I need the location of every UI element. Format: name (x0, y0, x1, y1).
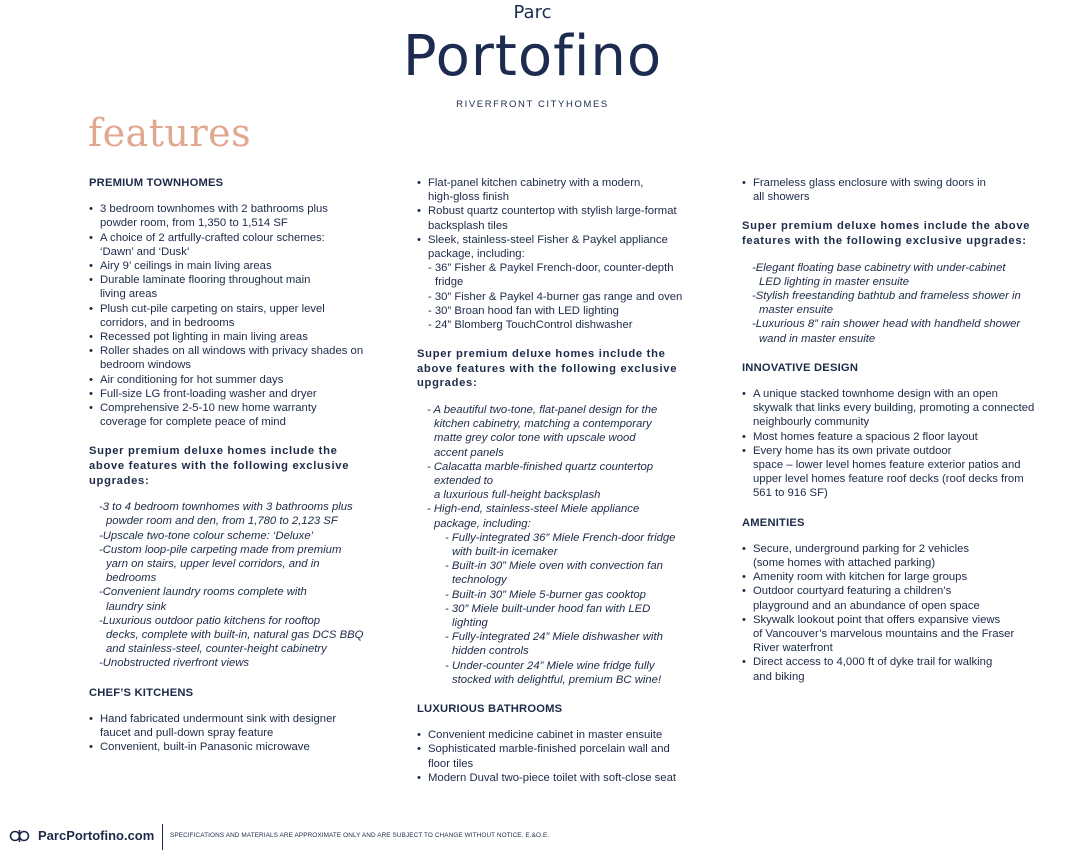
list-item (428, 290, 717, 304)
text-line: upper level homes feature roof decks (roof decks from (753, 473, 1024, 486)
text-line: matte grey color tone with upscale wood (434, 432, 636, 445)
list-item (417, 233, 717, 261)
list-item (742, 542, 1065, 570)
list-item (427, 588, 717, 602)
text-line: ‘Dawn’ and ‘Dusk’ (100, 245, 190, 258)
column-2 (417, 176, 717, 785)
text-line: master ensuite (759, 304, 834, 317)
brand-header (0, 0, 1065, 115)
text-line: with built-in icemaker (452, 546, 558, 559)
kitchen-features-list (417, 176, 717, 261)
chefs-kitchens-list (89, 712, 389, 755)
text-line: - Fully-integrated 36” Miele French-door fridge (445, 531, 676, 544)
text-line: -Unobstructed riverfront views (99, 657, 250, 670)
list-item (99, 543, 389, 586)
pp-monogram-icon (8, 828, 34, 847)
list-item (89, 387, 389, 401)
amenities-list (742, 542, 1065, 684)
brand-portofino: Portofino (402, 24, 663, 89)
list-item (99, 656, 389, 670)
list-item (89, 259, 389, 273)
text-line: - Calacatta marble-finished quartz countertop (427, 460, 654, 473)
section-title-chefs-kitchens: CHEF’S KITCHENS (89, 686, 194, 699)
list-item (427, 559, 717, 587)
text-line: playground and an abundance of open space (753, 599, 980, 612)
premium-upgrades-list-1 (89, 500, 389, 670)
text-line: -3 to 4 bedroom townhomes with 3 bathrooms plus (99, 501, 353, 514)
text-line: hidden controls (452, 645, 529, 658)
text-line: LED lighting in master ensuite (759, 275, 910, 288)
text-line: • Full-size LG front-loading washer and dryer (100, 387, 317, 400)
list-item (742, 613, 1065, 656)
text-line: features with the following exclusive upgrades: (742, 235, 1027, 247)
text-line: • Amenity room with kitchen for large groups (753, 571, 968, 584)
text-line: • Airy 9’ ceilings in main living areas (100, 260, 272, 273)
list-item (89, 273, 389, 301)
list-item (89, 373, 389, 387)
text-line: Super premium deluxe homes include the above (742, 220, 1031, 233)
text-line: -Upscale two-tone colour scheme: ‘Deluxe’ (99, 529, 314, 542)
list-item (427, 531, 717, 559)
list-item (427, 659, 717, 687)
text-line: technology (452, 574, 507, 587)
list-item (89, 401, 389, 429)
text-line: extended to (434, 475, 494, 488)
text-line: • Air conditioning for hot summer days (100, 373, 284, 386)
footer-divider (162, 824, 163, 850)
list-item (89, 712, 389, 740)
text-line: space – lower level homes feature exterior patios and (753, 459, 1021, 472)
shower-features-list (742, 176, 1065, 204)
text-line: - 30” Broan hood fan with LED lighting (428, 304, 619, 317)
text-line: -Elegant floating base cabinetry with under-cabinet (752, 261, 1006, 274)
text-line: floor tiles (428, 757, 474, 770)
column-1 (89, 176, 389, 754)
list-item (99, 500, 389, 528)
list-item (89, 231, 389, 259)
text-line: - 30” Fisher & Paykel 4-burner gas range and oven (428, 290, 683, 303)
text-line: • A choice of 2 artfully-crafted colour schemes: (100, 231, 325, 244)
page-title: features (88, 111, 252, 155)
list-item (742, 387, 1065, 430)
section-title-premium-townhomes: PREMIUM TOWNHOMES (89, 177, 224, 189)
text-line: Super premium deluxe homes include the (417, 348, 666, 361)
text-line: • Recessed pot lighting in main living areas (100, 331, 308, 344)
text-line: upgrades: (417, 377, 478, 390)
premium-upgrades-title-2 (417, 347, 717, 391)
list-item (427, 502, 717, 530)
text-line: • A unique stacked townhome design with an open (753, 388, 998, 401)
list-item (742, 570, 1065, 584)
text-line: stocked with delightful, premium BC wine! (452, 673, 662, 686)
text-line: above features with the following exclusive (89, 460, 350, 473)
list-item (417, 728, 717, 742)
list-item (99, 529, 389, 543)
text-line: decks, complete with built-in, natural gas DCS BBQ (106, 629, 364, 642)
text-line: -Convenient laundry rooms complete with (99, 586, 307, 599)
text-line: (some homes with attached parking) (753, 557, 936, 570)
text-line: package, including: (434, 517, 531, 530)
text-line: powder room, from 1,350 to 1,514 SF (100, 217, 288, 230)
list-item (427, 630, 717, 658)
text-line: • Direct access to 4,000 ft of dyke trail for walking (753, 656, 993, 669)
list-item (428, 261, 717, 289)
text-line: corridors, and in bedrooms (100, 316, 235, 329)
text-line: and stainless-steel, counter-height cabinetry (106, 643, 327, 656)
premium-upgrades-list-3 (742, 261, 1065, 346)
text-line: 561 to 916 SF) (753, 487, 828, 500)
text-line: fridge (435, 276, 464, 289)
innovative-design-list (742, 387, 1065, 501)
website-link[interactable]: ParcPortofino.com (38, 828, 155, 843)
premium-upgrades-list-2 (417, 403, 717, 531)
text-line: kitchen cabinetry, matching a contemporary (434, 418, 652, 431)
text-line: powder room and den, from 1,780 to 2,123 SF (106, 515, 338, 528)
list-item (742, 655, 1065, 683)
text-line: • 3 bedroom townhomes with 2 bathrooms plus (100, 203, 328, 216)
list-item (752, 317, 1065, 345)
text-line: - Built-in 30” Miele oven with convection fan (445, 560, 663, 573)
text-line: wand in master ensuite (759, 332, 876, 345)
text-line: upgrades: (89, 474, 150, 487)
list-item (427, 602, 717, 630)
text-line: - Built-in 30” Miele 5-burner gas cooktop (445, 588, 646, 601)
list-item (428, 318, 717, 332)
text-line: backsplash tiles (428, 219, 508, 232)
luxurious-bathrooms-list (417, 728, 717, 785)
text-line: of Vancouver’s marvelous mountains and the Fraser (753, 628, 1015, 641)
disclaimer: SPECIFICATIONS AND MATERIALS ARE APPROXIMATE ONLY AND ARE SUBJECT TO CHANGE WITHOUT NOTICE. E.&O.E. (170, 832, 550, 839)
text-line: yarn on stairs, upper level corridors, and in (106, 558, 320, 571)
text-line: • Skywalk lookout point that offers expansive views (753, 613, 1001, 626)
text-line: Super premium deluxe homes include the (89, 445, 338, 458)
text-line: a luxurious full-height backsplash (434, 489, 601, 502)
text-line: • Secure, underground parking for 2 vehicles (753, 542, 970, 555)
text-line: all showers (753, 191, 810, 204)
list-item (89, 202, 389, 230)
text-line: neighbourly community (753, 416, 870, 429)
text-line: - High-end, stainless-steel Miele appliance (427, 503, 640, 516)
list-item (752, 289, 1065, 317)
list-item (428, 304, 717, 318)
list-item (742, 584, 1065, 612)
list-item (742, 444, 1065, 501)
text-line: • Comprehensive 2-5-10 new home warranty (100, 402, 317, 415)
list-item (417, 771, 717, 785)
text-line: -Custom loop-pile carpeting made from premium (99, 543, 342, 556)
list-item (99, 614, 389, 657)
list-item (427, 460, 717, 503)
text-line: -Luxurious outdoor patio kitchens for rooftop (99, 614, 321, 627)
text-line: coverage for complete peace of mind (100, 416, 286, 429)
text-line: • Hand fabricated undermount sink with designer (100, 712, 337, 725)
text-line: - 30” Miele built-under hood fan with LED (445, 602, 651, 615)
text-line: • Roller shades on all windows with privacy shades on (100, 345, 364, 358)
text-line: bedrooms (106, 572, 157, 585)
list-item (742, 430, 1065, 444)
list-item (752, 261, 1065, 289)
text-line: package, including: (428, 248, 525, 261)
footer (0, 822, 1065, 852)
text-line: • Robust quartz countertop with stylish large-format (428, 205, 677, 218)
section-title-amenities: AMENITIES (742, 516, 805, 529)
text-line: - 24” Blomberg TouchControl dishwasher (428, 319, 633, 332)
text-line: • Every home has its own private outdoor (753, 444, 952, 457)
text-line: laundry sink (106, 600, 167, 613)
list-item (417, 742, 717, 770)
list-item (89, 302, 389, 330)
list-item (89, 740, 389, 754)
text-line: skywalk that links every building, promoting a connected (753, 402, 1035, 415)
text-line: - Under-counter 24” Miele wine fridge fully (445, 659, 655, 672)
text-line: • Most homes feature a spacious 2 floor layout (753, 430, 978, 443)
section-title-luxurious-bathrooms: LUXURIOUS BATHROOMS (417, 703, 563, 716)
column-3 (742, 176, 1065, 684)
text-line: • Frameless glass enclosure with swing doors in (753, 177, 986, 189)
section-title-innovative-design: INNOVATIVE DESIGN (742, 361, 859, 374)
list-item (417, 204, 717, 232)
appliance-package-list (417, 261, 717, 332)
text-line: River waterfront (753, 642, 833, 655)
premium-upgrades-title-3 (742, 219, 1065, 248)
list-item (417, 176, 717, 204)
text-line: • Outdoor courtyard featuring a children’s (753, 585, 952, 598)
premium-townhomes-list (89, 202, 389, 429)
list-item (742, 176, 1065, 204)
text-line: and biking (753, 670, 805, 683)
text-line: bedroom windows (100, 359, 192, 372)
text-line: faucet and pull-down spray feature (100, 727, 274, 740)
text-line: high-gloss finish (428, 191, 510, 204)
premium-upgrades-title-1 (89, 444, 389, 488)
text-line: • Sleek, stainless-steel Fisher & Paykel appliance (428, 233, 668, 246)
text-line: -Luxurious 8” rain shower head with handheld shower (752, 318, 1021, 331)
text-line: - 36” Fisher & Paykel French-door, counter-depth (428, 262, 674, 275)
list-item (89, 344, 389, 372)
text-line: • Convenient medicine cabinet in master ensuite (428, 729, 663, 742)
list-item (89, 330, 389, 344)
text-line: • Durable laminate flooring throughout main (100, 274, 311, 287)
text-line: living areas (100, 288, 158, 301)
text-line: above features with the following exclusive (417, 362, 678, 375)
brand-tagline: RIVERFRONT CITYHOMES (456, 99, 609, 110)
text-line: • Flat-panel kitchen cabinetry with a modern, (428, 177, 644, 189)
text-line: lighting (452, 617, 488, 630)
text-line: -Stylish freestanding bathtub and frameless shower in (752, 290, 1021, 302)
text-line: • Sophisticated marble-finished porcelain wall and (428, 743, 670, 756)
text-line: accent panels (434, 446, 504, 459)
brand-parc: Parc (513, 2, 552, 23)
list-item (427, 403, 717, 460)
text-line: • Plush cut-pile carpeting on stairs, upper level (100, 302, 325, 315)
text-line: • Convenient, built-in Panasonic microwave (100, 741, 310, 754)
miele-appliance-list (417, 531, 717, 687)
list-item (99, 585, 389, 613)
text-line: - A beautiful two-tone, flat-panel design for the (427, 404, 658, 417)
text-line: - Fully-integrated 24” Miele dishwasher with (445, 631, 663, 644)
text-line: • Modern Duval two-piece toilet with soft-close seat (428, 771, 677, 784)
